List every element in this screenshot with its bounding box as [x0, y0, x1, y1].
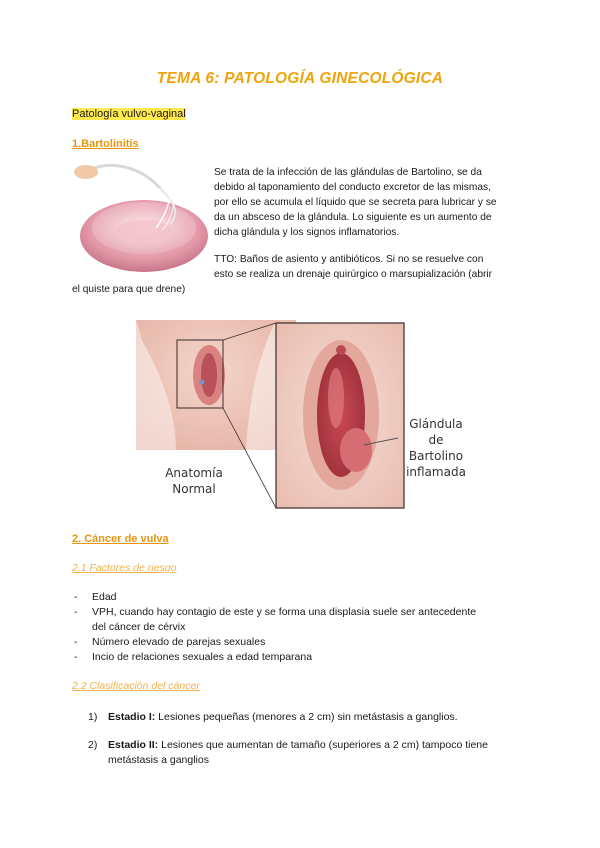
definition-line: por ello se acumula el líquido que se secreta para lubricar y se — [214, 197, 497, 208]
subheading-clasificacion: 2.2 Clasificación del cáncer — [72, 680, 200, 692]
definition-line: dicha glándula y los signos inflamatorios. — [214, 227, 400, 238]
heading-bartolinitis: 1.Bartolinitis — [72, 138, 139, 150]
label-glandula: Glándula — [409, 417, 463, 431]
list-item-text: VPH, cuando hay contagio de este y se forma una displasia suele ser antecedente — [92, 606, 477, 618]
list-item: - Edad — [72, 590, 532, 605]
paragraph-treatment — [214, 252, 534, 282]
document-title: TEMA 6: PATOLOGÍA GINECOLÓGICA — [156, 70, 444, 87]
anatomy-figure — [136, 320, 482, 510]
stage-text: Lesiones que aumentan de tamaño (superiores a 2 cm) tampoco tiene — [158, 739, 488, 751]
definition-line: debido al taponamiento del conducto excretor de las mismas, — [214, 182, 491, 193]
label-anatomia: Anatomía — [165, 466, 223, 480]
label-inflamada: inflamada — [406, 465, 466, 479]
section-label — [72, 108, 186, 120]
label-de: de — [428, 433, 444, 447]
list-item: - Incio de relaciones sexuales a edad temparana — [72, 650, 532, 665]
stage-text-continued: metástasis a ganglios — [108, 754, 209, 766]
list-item: - Número elevado de parejas sexuales — [72, 635, 532, 650]
treatment-line: esto se realiza un drenaje quirúrgico o marsupialización (abrir — [214, 269, 493, 280]
stage-number: 2) — [88, 739, 98, 751]
label-normal: Normal — [172, 482, 216, 496]
list-item-text-continued: del cáncer de cérvix — [92, 621, 186, 633]
stage-item — [88, 738, 528, 768]
definition-line: da un absceso de la glándula. Lo siguiente es un aumento de — [214, 212, 492, 223]
stage-number: 1) — [88, 711, 98, 723]
sitz-bath-image — [70, 158, 208, 280]
stage-item — [88, 710, 528, 725]
label-bartolino: Bartolino — [408, 449, 464, 463]
stage-label: Estadio II: — [108, 739, 159, 751]
risk-factors-list — [72, 590, 532, 665]
subheading-factores-riesgo: 2.1 Factores de riesgo — [72, 562, 177, 574]
stage-text: Lesiones pequeñas (menores a 2 cm) sin metástasis a ganglios. — [155, 711, 458, 723]
paragraph-bartolinitis-definition — [214, 165, 534, 240]
section-label-text: Patología vulvo-vaginal — [72, 108, 186, 120]
heading-cancer-vulva: 2. Cáncer de vulva — [72, 533, 169, 545]
list-item — [72, 605, 532, 635]
stage-label: Estadio I: — [108, 711, 156, 723]
definition-line: Se trata de la infección de las glándulas de Bartolino, se da — [214, 167, 482, 178]
treatment-line: TTO: Baños de asiento y antibióticos. Si no se resuelve con — [214, 254, 484, 265]
treatment-line-tail: el quiste para que drene) — [72, 284, 186, 295]
